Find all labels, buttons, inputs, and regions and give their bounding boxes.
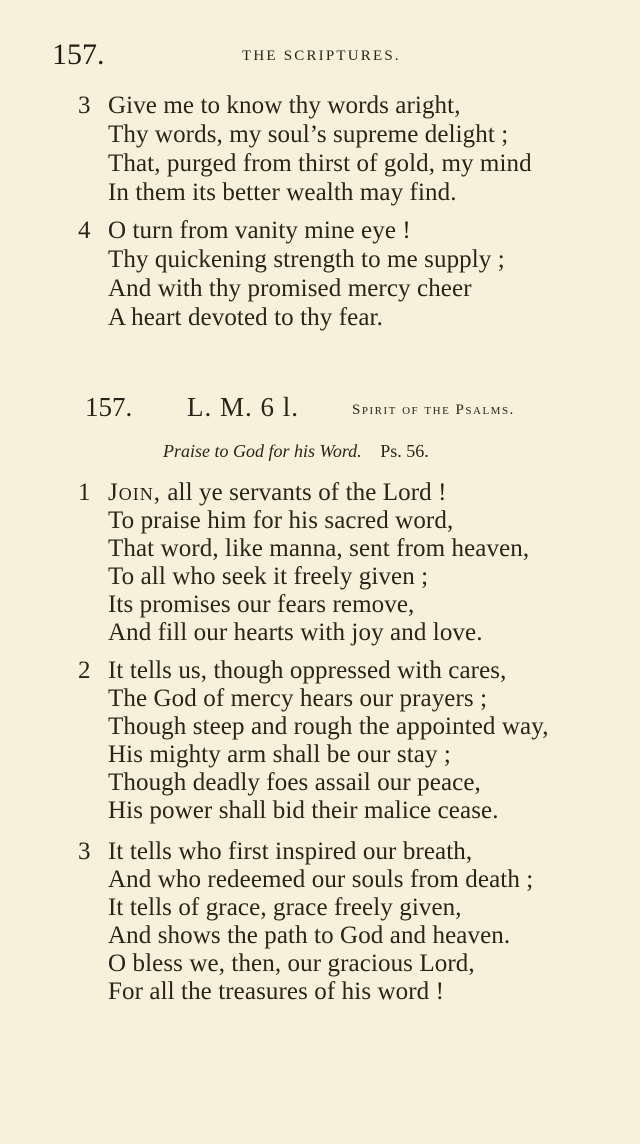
stanza-line: That, purged from thirst of gold, my mind xyxy=(108,150,532,177)
hymn-subtitle xyxy=(163,441,429,462)
stanza-number: 3 xyxy=(78,838,91,865)
psalm-reference: Ps. 56. xyxy=(380,441,429,461)
stanza-line: That word, like manna, sent from heaven, xyxy=(108,535,530,562)
stanza-line: It tells us, though oppressed with cares, xyxy=(108,657,507,684)
stanza-line: The God of mercy hears our prayers ; xyxy=(108,685,488,712)
stanza-line: A heart devoted to thy fear. xyxy=(108,304,383,331)
stanza-line: And with thy promised mercy cheer xyxy=(108,275,472,302)
running-head xyxy=(52,38,612,78)
stanza-number: 3 xyxy=(78,92,91,119)
stanza-line: And fill our hearts with joy and love. xyxy=(108,619,483,646)
hymn-subtitle-text: Praise to God for his Word. xyxy=(163,441,362,461)
stanza-line: O bless we, then, our gracious Lord, xyxy=(108,950,475,977)
stanza-line xyxy=(108,479,447,507)
stanza-line: For all the treasures of his word ! xyxy=(108,978,445,1005)
stanza-line: His mighty arm shall be our stay ; xyxy=(108,741,451,768)
stanza-line: Its promises our fears remove, xyxy=(108,591,415,618)
stanza-line: Thy words, my soul’s supreme delight ; xyxy=(108,121,509,148)
stanza-line: It tells of grace, grace freely given, xyxy=(108,894,462,921)
stanza-line: To all who seek it freely given ; xyxy=(108,563,429,590)
stanza-number: 1 xyxy=(78,479,91,506)
stanza-line: And shows the path to God and heaven. xyxy=(108,922,511,949)
stanza-line-rest: all ye servants of the Lord ! xyxy=(160,479,447,506)
running-title: THE SCRIPTURES. xyxy=(242,48,401,64)
stanza-line: Thy quickening strength to me supply ; xyxy=(108,246,505,273)
hymn-source: Spirit of the Psalms. xyxy=(352,402,515,418)
hymn-meter: L. M. 6 l. xyxy=(187,392,300,422)
stanza-first-word: Join, xyxy=(108,479,161,506)
stanza-line: O turn from vanity mine eye ! xyxy=(108,217,411,244)
hymn-header xyxy=(0,392,640,432)
stanza-line: His power shall bid their malice cease. xyxy=(108,797,499,824)
stanza-line: Though steep and rough the appointed way, xyxy=(108,713,549,740)
stanza-line: Though deadly foes assail our peace, xyxy=(108,769,481,796)
page-number: 157. xyxy=(52,38,105,71)
stanza-line: Give me to know thy words aright, xyxy=(108,92,461,119)
stanza-number: 4 xyxy=(78,217,91,244)
stanza-line: It tells who first inspired our breath, xyxy=(108,838,473,865)
stanza-line: In them its better wealth may find. xyxy=(108,179,457,206)
stanza-line: And who redeemed our souls from death ; xyxy=(108,866,534,893)
hymn-number: 157. xyxy=(85,392,133,422)
stanza-number: 2 xyxy=(78,657,91,684)
stanza-line: To praise him for his sacred word, xyxy=(108,507,454,534)
